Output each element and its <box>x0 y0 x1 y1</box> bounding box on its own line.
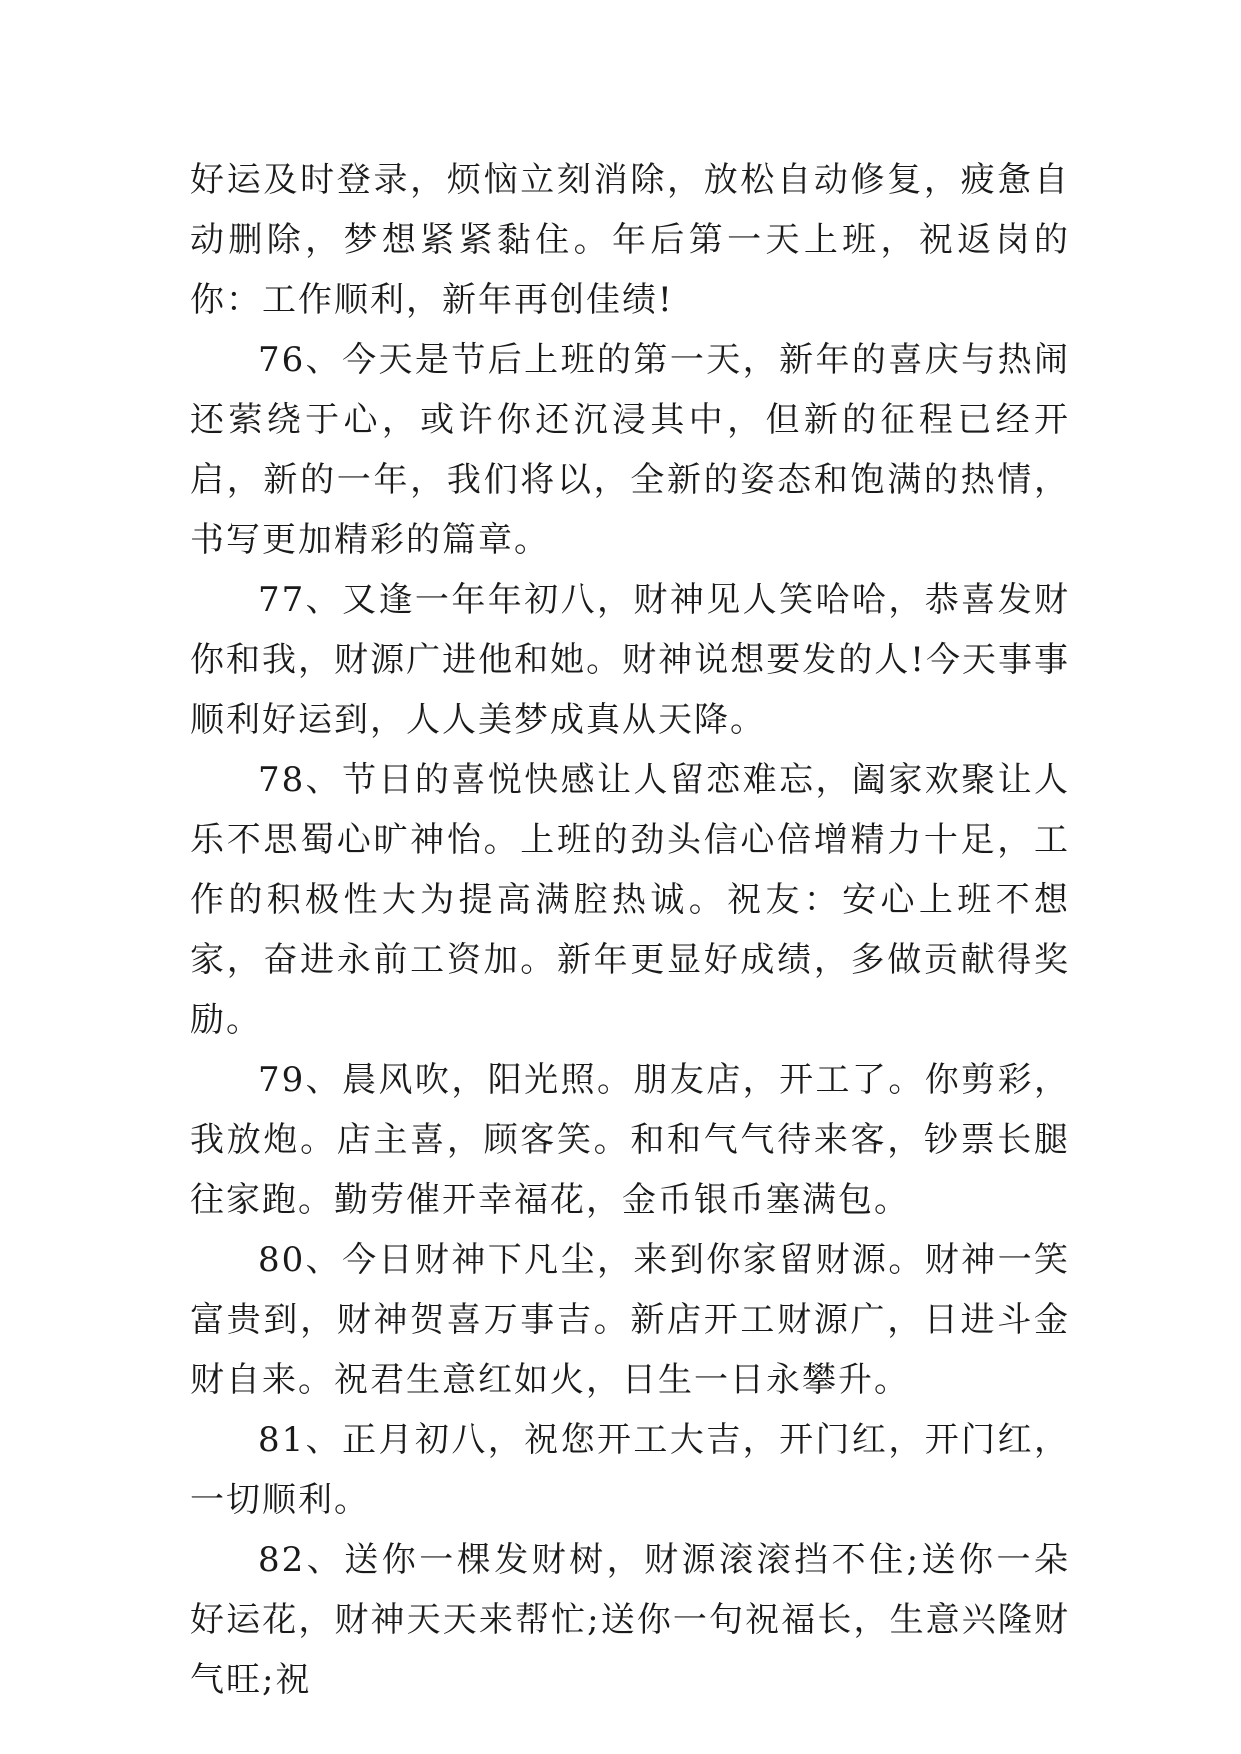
paragraph-81: 81、正月初八，祝您开工大吉，开门红，开门红，一切顺利。 <box>190 1420 1070 1520</box>
paragraph-80: 80、今日财神下凡尘，来到你家留财源。财神一笑富贵到，财神贺喜万事吉。新店开工财源广，日进斗金财自来。祝君生意红如火，日生一日永攀升。 <box>190 1240 1070 1400</box>
paragraph-78: 78、节日的喜悦快感让人留恋难忘，阖家欢聚让人乐不思蜀心旷神怡。上班的劲头信心倍增精力十足，工作的积极性大为提高满腔热诚。祝友：安心上班不想家，奋进永前工资加。新年更显好成绩，多做贡献得奖励。 <box>190 760 1070 1040</box>
paragraph-82: 82、送你一棵发财树，财源滚滚挡不住;送你一朵好运花，财神天天来帮忙;送你一句祝福长，生意兴隆财气旺;祝 <box>190 1540 1070 1700</box>
document-body <box>190 150 1070 1710</box>
paragraph-continuation: 好运及时登录，烦恼立刻消除，放松自动修复，疲惫自动删除，梦想紧紧黏住。年后第一天上班，祝返岗的你：工作顺利，新年再创佳绩! <box>190 160 1070 320</box>
paragraph-76: 76、今天是节后上班的第一天，新年的喜庆与热闹还萦绕于心，或许你还沉浸其中，但新的征程已经开启，新的一年，我们将以，全新的姿态和饱满的热情，书写更加精彩的篇章。 <box>190 340 1070 560</box>
paragraph-79: 79、晨风吹，阳光照。朋友店，开工了。你剪彩，我放炮。店主喜，顾客笑。和和气气待来客，钞票长腿往家跑。勤劳催开幸福花，金币银币塞满包。 <box>190 1060 1070 1220</box>
paragraph-77: 77、又逢一年年初八，财神见人笑哈哈，恭喜发财你和我，财源广进他和她。财神说想要发的人!今天事事顺利好运到，人人美梦成真从天降。 <box>190 580 1070 740</box>
